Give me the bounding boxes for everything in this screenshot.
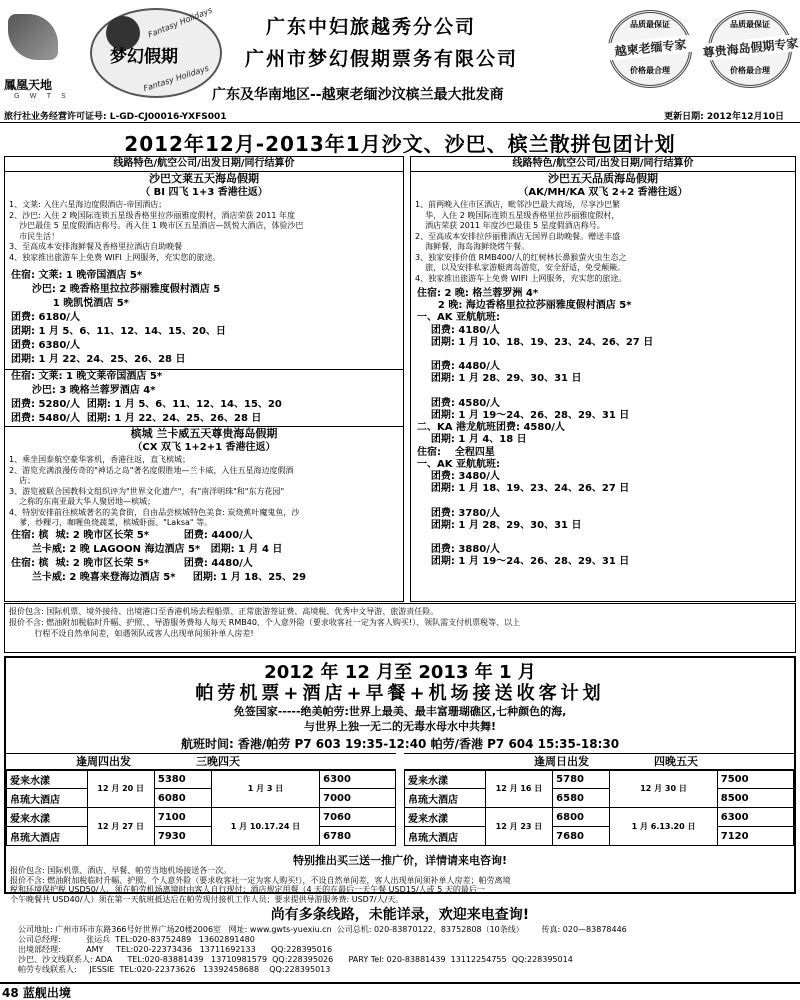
text-line: 团期: 1 月 4、18 日 xyxy=(417,434,527,446)
thursday-price-table xyxy=(6,769,396,846)
cell-p2: 7060 xyxy=(320,808,396,827)
palau-title: 帕劳机票+酒店+早餐+机场接送收客计划 xyxy=(195,683,605,704)
bottom-slogan: 尚有多条线路，未能详录，欢迎来电查询! xyxy=(270,907,530,923)
text-line: 住宿: 槟 城: 2 晚市区长荣 5* 团费: 4400/人 xyxy=(11,529,253,541)
text-line: 3、游览被联合国教科文组织评为"世界文化遗产"，有"南洋明珠"和"东方花园" xyxy=(9,486,285,496)
text-line: 兰卡威: 2 晚喜来登海边酒店 5* 团期: 1 月 18、25、29 xyxy=(11,571,307,583)
footer-divider xyxy=(0,982,800,984)
cell-hotel: 帛琉大酒店 xyxy=(7,827,88,846)
logo-eng-bottom: Fantasy Holidays xyxy=(142,63,211,94)
palau-section xyxy=(4,656,796,904)
text-line: 团费: 3780/人 xyxy=(417,507,500,519)
text-line: 团期: 1 月 28、29、30、31 日 xyxy=(417,373,582,385)
text-line xyxy=(417,495,789,507)
cell-hotel: 帛琉大酒店 xyxy=(7,789,88,808)
text-line: 旅，以及安排私家游艇离岛游览，安全舒适，免受颠簸。 xyxy=(415,263,626,272)
main-title: 2012年12月-2013年1月沙文、沙巴、槟兰散拼包团计划 xyxy=(124,132,676,156)
text-line: 一、AK 亚航航班: xyxy=(417,458,500,470)
logo-left-text: 鳳凰天地 xyxy=(4,78,53,92)
sunday-head-a: 逢周日出发 xyxy=(534,755,589,768)
cell-date: 12 月 16 日 xyxy=(485,770,552,808)
left-sec2-sub: （CX 双飞 1+2+1 香港往返） xyxy=(132,442,276,453)
quote-terms xyxy=(4,603,796,653)
text-line: 华，入住 2 晚国际连锁五星级香格里拉莎丽雅度假村， xyxy=(415,210,620,220)
text-line: 团期: 1 月 5、6、11、12、14、15、20、日 xyxy=(11,326,226,337)
table-row xyxy=(7,789,396,808)
text-line: 海鲜餐，海岛海鲜烧烤午餐。 xyxy=(415,242,530,251)
left-sec2-features xyxy=(5,455,403,529)
text-line: 住宿: 2 晚: 格兰蓉罗洲 4* xyxy=(417,288,539,299)
cell-date2: 1 月 3 日 xyxy=(211,770,319,808)
thursday-head-b: 三晚四天 xyxy=(196,755,240,768)
table-row xyxy=(7,808,396,827)
text-line: 2、沙巴: 入住 2 晚国际连锁五星级香格里拉莎丽雅度假村，酒店荣获 2011 年度 xyxy=(9,210,295,220)
palau-price-grid xyxy=(6,753,794,849)
seal1-top: 品质最保证 xyxy=(630,20,670,29)
right-column xyxy=(410,156,796,602)
text-line xyxy=(417,386,789,398)
text-line: 团费: 3880/人 xyxy=(417,544,500,556)
cell-p1: 6580 xyxy=(553,789,610,808)
text-line: 报价不含: 燃油附加税临时升幅、护照、个人意外险（要求收客社一定为客人购买!），不设自然单间差，客人出现单间须补单人房差；帕劳离境 xyxy=(10,875,511,885)
palau-sunday-table xyxy=(404,753,794,849)
text-line: 团期: 1 月 19～24、26、28、29、31 日 xyxy=(417,410,630,422)
text-line: 1、前两晚入住市区酒店，毗邻沙巴最大商场，尽享沙巴繁 xyxy=(415,200,621,209)
text-line: 沙巴、沙文线联系人: ADA TEL:020-83881439 13710981579 QQ:228395026 PARY Tel: 020-83881439 13112254755 QQ:228395014 xyxy=(18,955,573,964)
palau-thursday-table xyxy=(6,753,396,849)
right-sec1-sub: （AK/MH/KA 双飞 2+2 香港往返） xyxy=(518,187,688,198)
left-column xyxy=(4,156,404,602)
divider xyxy=(0,122,800,123)
text-line: 公司总经理: 张运兵 TEL:020-83752489 13602891480 xyxy=(18,935,255,944)
right-sec1-info xyxy=(411,288,795,569)
text-line: 团费: 3480/人 xyxy=(417,471,500,483)
quality-seal-2 xyxy=(701,10,799,88)
cell-p1: 7100 xyxy=(154,808,211,827)
text-line: 团费: 6180/人 xyxy=(11,312,80,323)
cell-p1: 6800 xyxy=(553,808,610,827)
text-line: 报价不含: 燃油附加税临时升幅、护照、、导游服务费每人每天 RMB40、个人意外险（要求收客社一定为客人购买!）、领队需支付机票税等、以上 xyxy=(9,618,521,627)
left-sec1-info xyxy=(5,269,403,367)
seal2-mid: 尊贵海岛假期专家 xyxy=(691,33,800,62)
cell-date: 12 月 20 日 xyxy=(87,770,154,808)
sunday-price-table xyxy=(404,769,794,846)
cell-hotel: 爱来水漾 xyxy=(405,808,486,827)
cell-p2: 6300 xyxy=(320,770,396,789)
contacts xyxy=(18,925,788,975)
cell-hotel: 爱来水漾 xyxy=(7,808,88,827)
text-line: 个午晚餐共 USD40/人）须在第一天航班抵达后在帕劳现付接机工作人员；要求提供导游服务费: USD7/人/天。 xyxy=(10,894,404,904)
text-line: 团费: 4180/人 xyxy=(417,324,500,336)
left-sec1-info2 xyxy=(5,370,403,426)
cell-hotel: 爱来水漾 xyxy=(7,770,88,789)
text-line: 住宿: 全程四星 xyxy=(417,446,495,458)
text-line: 爹，炒粿刁，咖喱鱼烧蔬菜，槟城虾面、"Laksa" 等。 xyxy=(9,518,213,527)
text-line: 1、文莱: 入住六星海边度假酒店-帝国酒店； xyxy=(9,200,167,209)
text-line: 报价包含: 国际机票、酒店、早餐、帕劳当地机场接送各一次。 xyxy=(10,866,232,875)
text-line: 团费: 5280/人 团期: 1 月 5、6、11、12、14、15、20 xyxy=(11,399,282,410)
update-date: 更新日期: 2012年12月10日 xyxy=(664,112,784,122)
right-sec1-title: 沙巴五天品质海岛假期 xyxy=(548,172,658,185)
table-row xyxy=(7,827,396,846)
cell-hotel: 帛琉大酒店 xyxy=(405,827,486,846)
palau-notes xyxy=(10,866,790,904)
text-line: 团期: 1 月 10、18、19、23、24、26、27 日 xyxy=(417,336,654,348)
text-line: 兰卡威: 2 晚 LAGOON 海边酒店 5* 团期: 1 月 4 日 xyxy=(11,543,283,555)
text-line: 之称的东南亚最大华人聚居地—槟城； xyxy=(9,497,156,506)
table-row xyxy=(405,827,794,846)
cell-date2: 12 月 30 日 xyxy=(610,770,717,808)
palau-title-date: 2012 年 12 月至 2013 年 1 月 xyxy=(264,662,536,683)
cell-hotel: 帛琉大酒店 xyxy=(405,789,486,808)
text-line: 团期: 1 月 19～24、26、28、29、31 日 xyxy=(417,556,630,568)
text-line: 沙巴: 2 晚香格里拉拉莎丽雅度假村酒店 5 xyxy=(11,284,221,295)
left-sec1-features xyxy=(5,200,403,263)
table-row xyxy=(405,770,794,789)
header xyxy=(0,0,800,108)
cell-p2: 6300 xyxy=(717,808,793,827)
text-line: 团费: 5480/人 团期: 1 月 22、24、25、26、28 日 xyxy=(11,413,262,424)
text-line: 团期: 1 月 18、19、23、24、26、27 日 xyxy=(417,483,630,495)
seal2-top: 品质最保证 xyxy=(730,20,770,29)
text-line: 团期: 1 月 22、24、25、26、28 日 xyxy=(11,354,186,365)
cell-p1: 7930 xyxy=(154,827,211,846)
text-line: 1、乘坐国泰航空豪华客机，香港往返，直飞槟城； xyxy=(9,455,191,464)
cell-p1: 5780 xyxy=(553,770,610,789)
text-line: 4、特别安排前往槟城著名的美食街，自由品尝槟城特色美食: 炭烧蕉叶魔鬼鱼，沙 xyxy=(9,507,300,517)
text-line: 出境部经理: AMY TEL:020-22373436 13711692133 QQ:228395016 xyxy=(18,945,333,954)
palau-desc-2: 与世界上独一无二的无毒水母水中共舞! xyxy=(303,720,496,733)
left-sec1-sub: （ BI 四飞 1+3 香港往返） xyxy=(140,187,268,198)
footer-page-label: 48 蓝舰出境 xyxy=(2,986,71,1000)
table-row xyxy=(7,770,396,789)
palau-desc-1: 免签国家-----绝美帕劳:世界上最美、最丰富珊瑚礁区,七种颜色的海, xyxy=(233,705,567,718)
sunday-head-b: 四晚五天 xyxy=(654,755,698,768)
cell-p2: 7120 xyxy=(717,827,793,846)
company-name-1: 广东中妇旅越秀分公司 xyxy=(266,16,477,38)
cell-p2: 6780 xyxy=(320,827,396,846)
text-line xyxy=(417,532,789,544)
text-line: 二、KA 港龙航班团费: 4580/人 xyxy=(417,422,565,434)
text-line: 团费: 4580/人 xyxy=(417,397,500,409)
seal1-bottom: 价格最合理 xyxy=(630,66,670,75)
text-line: 一、AK 亚航航班: xyxy=(417,312,500,324)
left-sec2-title: 槟城 兰卡威五天尊贵海岛假期 xyxy=(130,427,278,440)
table-row xyxy=(405,808,794,827)
text-line: 税和环境保护税 USD50/人，须在帕劳机场离境时由客人自行现付；酒店规定用餐（4 天的在最后一天午餐 USD15/人或 5 天的最后一 xyxy=(10,885,485,894)
left-col-head: 线路特色/航空公司/出发日期/同行结算价 xyxy=(5,157,403,172)
logo-title: 梦幻假期 xyxy=(110,47,178,67)
text-line: 团费: 6380/人 xyxy=(11,340,80,351)
logo-eng-top: Fantasy Holidays xyxy=(146,5,214,40)
text-line: 行程不设自然单间差，如遇领队或客人出现单间须补单人房差! xyxy=(9,629,254,638)
text-line: 3、至高成本安排海鲜餐及香格里拉酒店自助晚餐 xyxy=(9,242,183,251)
company-name-2: 广州市梦幻假期票务有限公司 xyxy=(245,48,519,70)
palau-flight-times: 航班时间: 香港/帕劳 P7 603 19:35-12:40 帕劳/香港 P7 604 15:35-18:30 xyxy=(180,737,620,751)
cell-date: 12 月 27 日 xyxy=(87,808,154,846)
text-line: 帕劳专线联系人: JESSIE TEL:020-22373626 13392458688 QQ:228395013 xyxy=(18,965,331,974)
text-line: 2、游览充满浪漫传奇的"神话之岛"著名度假胜地—兰卡威，入住五星海边度假酒 xyxy=(9,465,294,475)
text-line: 1 晚凯悦酒店 5* xyxy=(11,298,129,309)
text-line: 报价包含: 国际机票、境外接待、出境港口至香港机场去程船票、正常旅游签证费、高境税、优秀中文导游、旅游责任险。 xyxy=(9,607,439,616)
text-line: 公司地址: 广州市环市东路366号好世界广场20楼2006室 网址: www.gwts-yuexiu.cn 公司总机: 020-83870122、83752808（10条线） 传真: 020—83878446 xyxy=(18,925,627,934)
right-col-head: 线路特色/航空公司/出发日期/同行结算价 xyxy=(411,157,795,172)
text-line: 住宿: 文莱: 1 晚文莱帝国酒店 5* xyxy=(11,371,163,382)
cell-p1: 6080 xyxy=(154,789,211,808)
text-line: 沙巴: 3 晚格兰蓉罗酒店 4* xyxy=(11,385,156,396)
cell-p1: 7680 xyxy=(553,827,610,846)
right-sec1-features xyxy=(411,200,795,284)
license-number: 旅行社业务经营许可证号: L-GD-CJ00016-YXFS001 xyxy=(4,112,227,122)
text-line: 2、至高成本安排拉莎丽雅酒店无国界自助晚餐。赠送丰盛 xyxy=(415,231,621,241)
table-row xyxy=(405,789,794,808)
text-line: 团费: 4480/人 xyxy=(417,361,500,373)
text-line: 团期: 1 月 28、29、30、31 日 xyxy=(417,519,582,531)
text-line: 酒店荣获 2011 年度沙巴最佳 5 星度假酒店称号。 xyxy=(415,221,605,230)
left-sec2-info xyxy=(5,529,403,585)
text-line: 2 晚: 海边香格里拉拉莎丽雅度假村酒店 5* xyxy=(417,300,632,312)
text-line: 住宿: 槟 城: 2 晚市区长荣 5* 团费: 4480/人 xyxy=(11,557,253,569)
text-line: 住宿: 文莱: 1 晚帝国酒店 5* xyxy=(11,270,143,281)
thursday-head-a: 逢周四出发 xyxy=(76,755,131,768)
cell-p2: 8500 xyxy=(717,789,793,808)
seal1-mid: 越柬老缅专家 xyxy=(591,33,709,62)
cell-hotel: 爱来水漾 xyxy=(405,770,486,789)
cell-date2: 1 月 6.13.20 日 xyxy=(610,808,717,846)
cell-p1: 5380 xyxy=(154,770,211,789)
cell-p2: 7500 xyxy=(717,770,793,789)
header-slogan: 广东及华南地区--越柬老缅沙汶槟兰最大批发商 xyxy=(212,87,504,103)
left-sec1-title: 沙巴文莱五天海岛假期 xyxy=(149,172,259,185)
quality-seal-1 xyxy=(608,10,692,88)
text-line: 沙巴最佳 5 星度假酒店称号。再入住 1 晚市区五星酒店—凯悦大酒店，体验沙巴 xyxy=(9,221,304,230)
text-line xyxy=(417,349,789,361)
text-line: 市民生活！ xyxy=(9,231,60,241)
logo-left-sub: G W T S xyxy=(14,92,70,100)
cell-date: 12 月 23 日 xyxy=(485,808,552,846)
text-line: 4、独家推出旅游车上免费 WIFI 上网服务，充实您的旅途。 xyxy=(415,273,627,283)
text-line: 4、独家推出旅游车上免费 WIFI 上网服务，充实您的旅途。 xyxy=(9,252,221,262)
palau-special-offer: 特别推出买三送一推广价，详情请来电咨询! xyxy=(292,854,507,867)
phoenix-logo-icon xyxy=(8,14,58,60)
cell-date2: 1 月 10.17.24 日 xyxy=(211,808,319,846)
cell-p2: 7000 xyxy=(320,789,396,808)
seal2-bottom: 价格最合理 xyxy=(730,66,770,75)
text-line: 店； xyxy=(9,476,36,485)
text-line: 3、独家安排价值 RMB400/人的红树林长鼻猴萤火虫生态之 xyxy=(415,252,627,262)
